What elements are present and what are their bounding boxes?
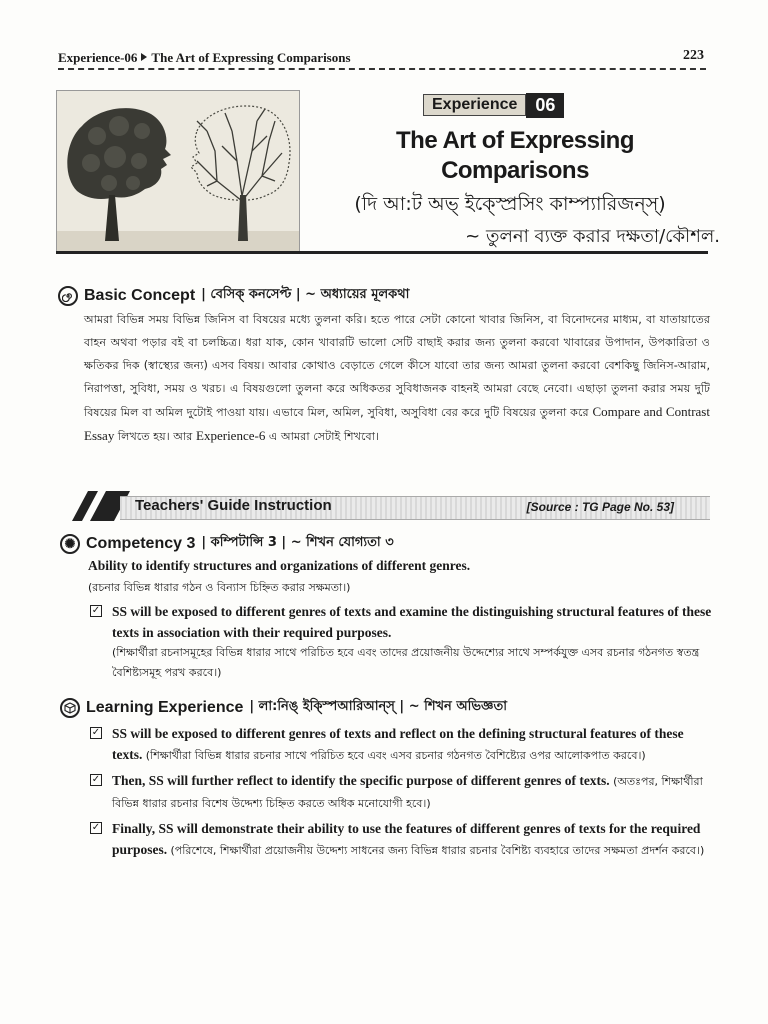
body-text-bn-2: লিখতে হয়। আর	[117, 430, 193, 443]
item-text-en: SS will be exposed to different genres of texts and reflect on the defining structural features of these texts.	[112, 726, 684, 762]
list-item	[90, 770, 712, 814]
banner-title: Teachers' Guide Instruction	[135, 497, 332, 514]
learning-experience-title: Learning Experience	[86, 698, 244, 716]
item-text-bn: (শিক্ষার্থীরা বিভিন্ন ধারার রচনার সাথে পরিচিত হবে এবং এসব রচনার গঠনগত বৈশিষ্ট্যের ওপর আলোকপাত করবে।)	[145, 749, 646, 762]
item-text-en: Then, SS will further reflect to identify the specific purpose of different genres of texts.	[112, 773, 610, 788]
competency-subtitle: | কম্পিটান্সি 3 | ~ শিখন যোগ্যতা ৩	[201, 535, 394, 550]
checkbox-icon: ✓	[91, 605, 101, 616]
learning-experience-subtitle: | লা:নিঙ্ ইক্স্পিআরিআন্স্ | ~ শিখন অভিজ্ঞতা	[249, 699, 507, 714]
gear-icon: ✺	[60, 534, 80, 554]
competency-item-en: SS will be exposed to different genres of texts and examine the distinguishing structural features of these texts in association with their required purposes.	[112, 604, 712, 640]
teachers-guide-banner	[60, 491, 710, 521]
body-text-en-2: Experience-6	[196, 428, 266, 443]
chapter-title: The Art of Expressing Comparisons	[151, 50, 351, 65]
competency-item-bn: (শিক্ষার্থীরা রচনাসমূহের বিভিন্ন ধারার সাথে পরিচিত হবে এবং তাদের প্রয়োজনীয় উদ্দেশ্যের সাথে সম্পর্কযুক্ত এসব রচনার গঠনগত স্বতন্ত্র বৈশিষ্ট্যসমূহ পরখ করবে।)	[112, 646, 700, 679]
triangle-icon	[141, 53, 147, 61]
body-text-bn-3: এ আমরা সেটাই শিখবো।	[268, 430, 379, 443]
tree-heads-illustration	[56, 90, 300, 254]
item-text-bn: (অতঃপর, শিক্ষার্থীরা বিভিন্ন ধারার রচনার বিশেষ উদ্দেশ্য চিহ্নিত করতে অধিক মনোযোগী হবে।)	[112, 775, 703, 810]
item-text-bn: (পরিশেষে, শিক্ষার্থীরা প্রয়োজনীয় উদ্দেশ্য সাধনের জন্য বিভিন্ন ধারার রচনার বৈশিষ্ট্য ব্যবহারে তাদের সক্ষমতা প্রদর্শন করবে।)	[170, 844, 705, 857]
checkbox-icon: ✓	[91, 774, 101, 785]
basic-concept-heading	[58, 285, 409, 306]
competency-item	[90, 601, 712, 683]
basic-concept-body	[84, 308, 710, 448]
title-line-2: Comparisons	[441, 157, 589, 184]
title-line-1: The Art of Expressing	[396, 127, 634, 154]
chapter-label: Experience-06	[58, 50, 138, 65]
list-item	[90, 723, 712, 766]
learning-experience-heading	[60, 697, 507, 718]
banner-source: [Source : TG Page No. 53]	[526, 500, 674, 514]
page-title	[330, 126, 700, 186]
title-pronunciation: (দি আ:ট অভ্ ইক্স্প্রেসিং কাম্প্যারিজন্স্)	[354, 193, 666, 215]
competency-heading	[60, 533, 394, 554]
experience-number: 06	[526, 93, 564, 118]
list-item	[90, 818, 712, 861]
item-text-en: Finally, SS will demonstrate their ability to use the features of different genres of texts for the required purposes.	[112, 821, 701, 857]
checkbox-icon: ✓	[91, 727, 101, 738]
spiral-icon	[58, 286, 78, 306]
running-header	[58, 44, 706, 70]
title-bangla-meaning: ~ তুলনা ব্যক্ত করার দক্ষতা/কৌশল.	[465, 226, 720, 247]
competency-ability-bn: (রচনার বিভিন্ন ধারার গঠন ও বিন্যাস চিহ্নিত করার সক্ষমতা।)	[88, 581, 351, 594]
checkbox-icon: ✓	[91, 822, 101, 833]
page-number: 223	[683, 48, 704, 63]
cube-icon	[60, 698, 80, 718]
experience-badge	[423, 92, 564, 118]
basic-concept-title: Basic Concept	[84, 286, 196, 304]
running-header-title	[58, 50, 351, 66]
basic-concept-subtitle: | বেসিক্ কনসেপ্ট | ~ অধ্যায়ের মূলকথা	[201, 287, 410, 302]
competency-title: Competency 3	[86, 534, 196, 552]
competency-ability: Ability to identify structures and organizations of different genres.	[88, 558, 471, 573]
body-text-bn: আমরা বিভিন্ন সময় বিভিন্ন জিনিস বা বিষয়ের মধ্যে তুলনা করি। হতে পারে সেটা কোনো খাবার জিনিস, বা বিনোদনের মাধ্যম, বা যাতায়াতের বাহন অথবা পড়ার বই বা চলচ্চিত্র। ধরা যাক, কোন খাবারটি ভালো সেটি বাছাই করার জন্য তুলনা করবো খাবারের উপাদান, উপকারিতা ও ক্ষতিকর দিক (স্বাস্থ্যের জন্য) এসব বিষয়। আবার কোথাও বেড়াতে গেলে কীসে যাবো তার জন্য আমরা তুলনা করবো বেশকিছু জিনিস-আরাম, নিরাপত্তা, সুবিধা, সময় ও খরচ। এ বিষয়গুলো তুলনা করে অধিকতর সুবিধাজনক বাহনই আমরা বেছে নেবো। এছাড়া তুলনা করার সময় দুটি বিষয়ের মিল বা অমিল দুটোই পাওয়া যায়। এভাবে মিল, অমিল, সুবিধা, অসুবিধা বের করে দুটি বিষয়ের তুলনা করে	[84, 313, 710, 419]
learning-experience-list	[90, 723, 712, 861]
header-divider	[58, 68, 706, 70]
title-divider	[56, 251, 708, 254]
experience-label: Experience	[423, 94, 526, 116]
body-text-en: Compare and Contrast Essay	[84, 404, 710, 443]
